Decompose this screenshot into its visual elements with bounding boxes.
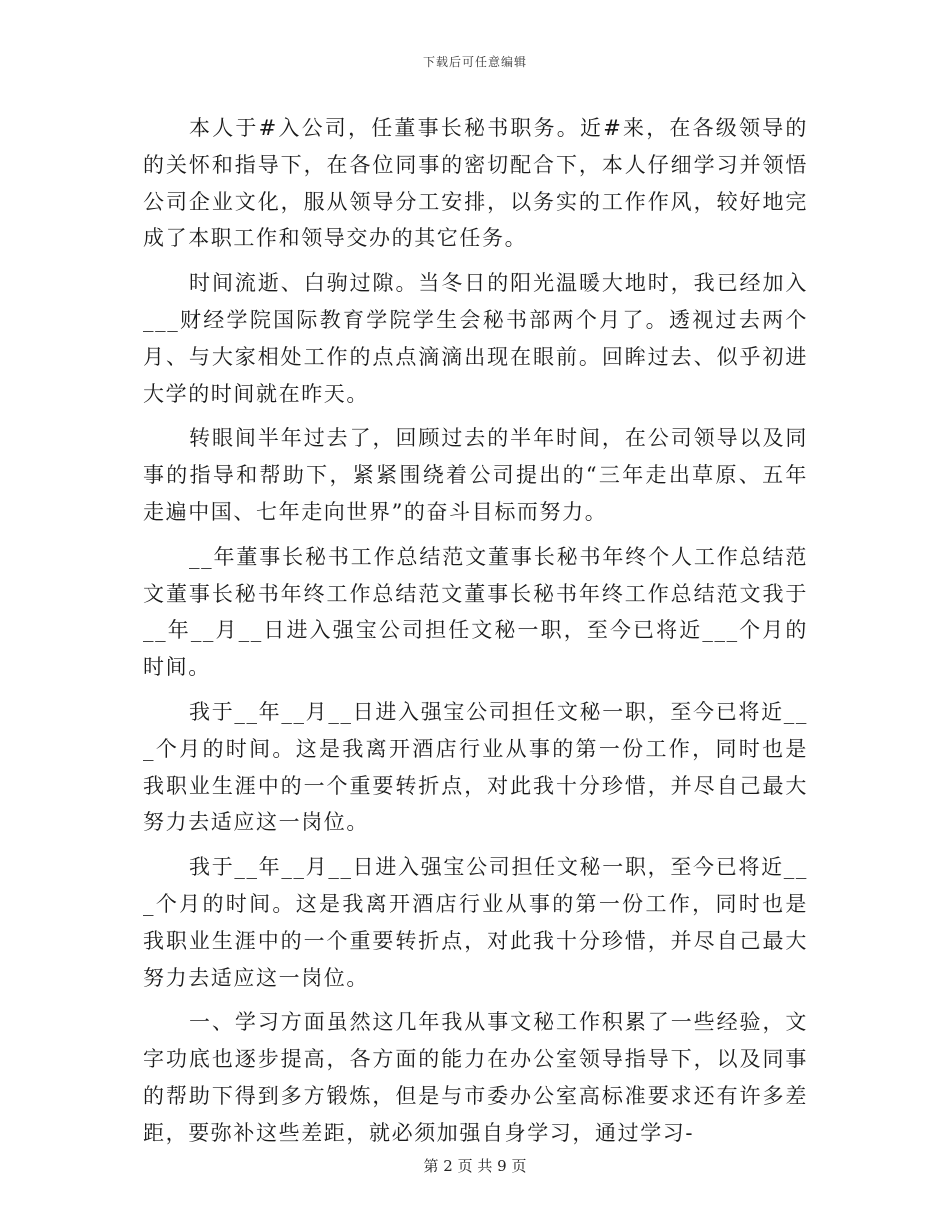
paragraph-5: 我于__年__月__日进入强宝公司担任文秘一职，至今已将近___个月的时间。这是我离开酒店行业从事的第一份工作，同时也是我职业生涯中的一个重要转折点，对此我十分珍惜，并尽自己最大努力去适应这一岗位。	[143, 699, 808, 835]
paragraph-3: 转眼间半年过去了，回顾过去的半年时间，在公司领导以及同事的指导和帮助下，紧紧围绕着公司提出的“三年走出草原、五年走遍中国、七年走向世界”的奋斗目标而努力。	[143, 426, 808, 524]
document-body	[143, 110, 808, 1160]
page-footer: 第 2 页 共 9 页	[423, 1157, 527, 1175]
paragraph-2: 时间流逝、白驹过隙。当冬日的阳光温暖大地时，我已经加入___财经学院国际教育学院学生会秘书部两个月了。透视过去两个月、与大家相处工作的点点滴滴出现在眼前。回眸过去、似乎初进大学的时间就在昨天。	[143, 271, 808, 406]
page-header: 下载后可任意编辑	[422, 55, 527, 69]
paragraph-7: 一、学习方面虽然这几年我从事文秘工作积累了一些经验，文字功底也逐步提高，各方面的能力在办公室领导指导下，以及同事的帮助下得到多方锻炼，但是与市委办公室高标准要求还有许多差距，要弥补这些差距，就必须加强自身学习，通过学习-	[143, 1010, 808, 1145]
paragraph-1: 本人于#入公司，任董事长秘书职务。近#来，在各级领导的的关怀和指导下，在各位同事的密切配合下，本人仔细学习并领悟公司企业文化，服从领导分工安排，以务实的工作作风，较好地完成了本职工作和领导交办的其它任务。	[143, 116, 808, 251]
paragraph-4: __年董事长秘书工作总结范文董事长秘书年终个人工作总结范文董事长秘书年终工作总结范文董事长秘书年终工作总结范文我于__年__月__日进入强宝公司担任文秘一职，至今已将近___个月的时间。	[143, 544, 808, 680]
paragraph-6: 我于__年__月__日进入强宝公司担任文秘一职，至今已将近___个月的时间。这是我离开酒店行业从事的第一份工作，同时也是我职业生涯中的一个重要转折点，对此我十分珍惜，并尽自己最大努力去适应这一岗位。	[143, 855, 808, 990]
